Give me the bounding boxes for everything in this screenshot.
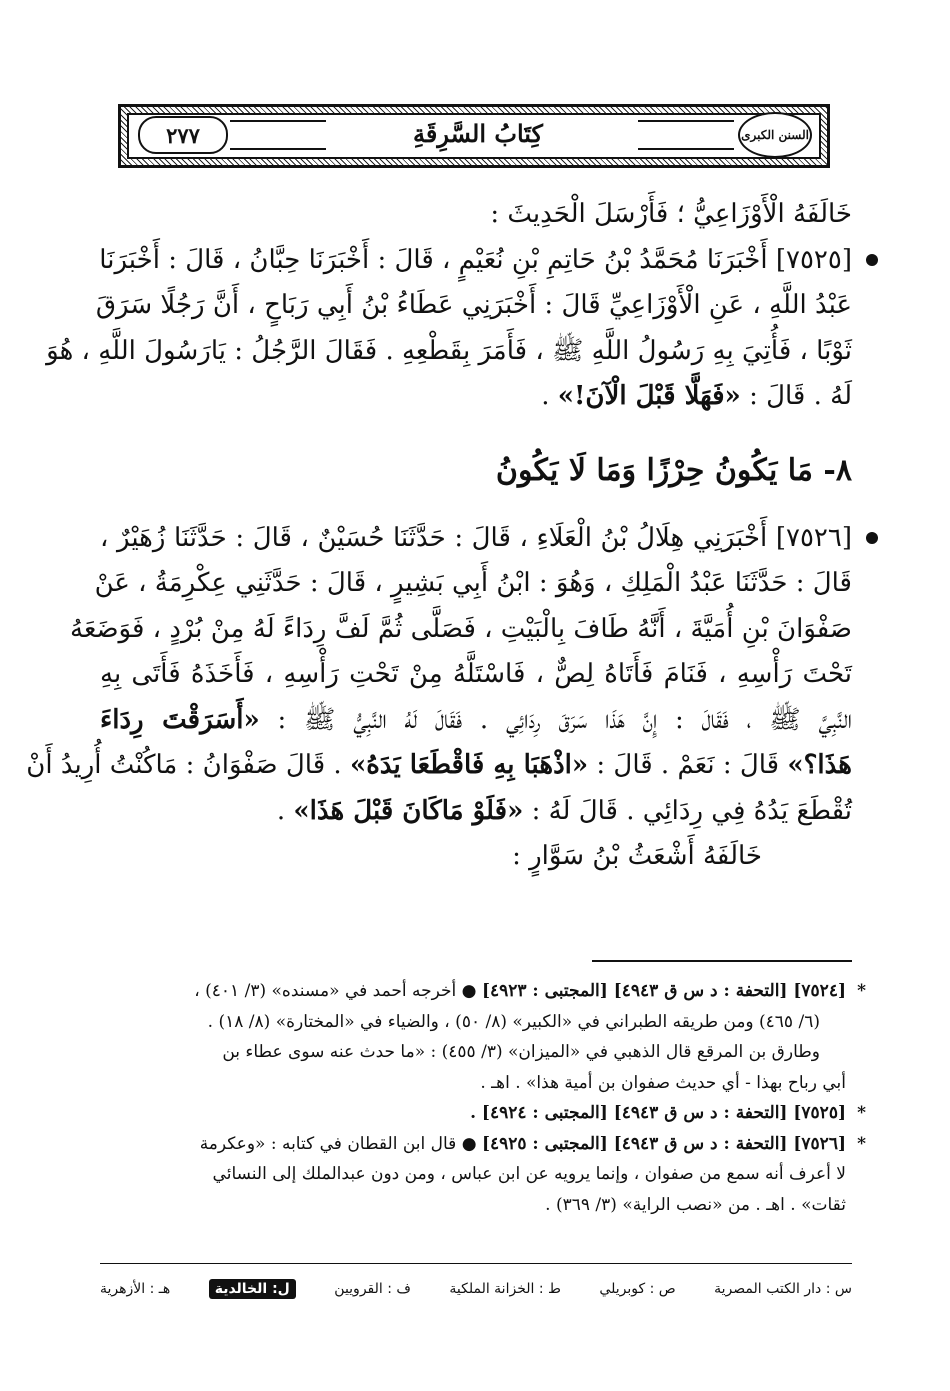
- footnote-ref: [٧٥٢٦] [التحفة : د س ق ٤٩٤٣] [المجتبى : ٤٩٢٥]: [481, 1133, 846, 1154]
- hadith-line: [٧٥٢٥] أَخْبَرَنَا مُحَمَّدُ بْنُ حَاتِمِ بْنِ نُعَيْمٍ ، قَالَ : أَخْبَرَنَا حِبَّانُ ، قَالَ : أَخْبَرَنَا: [99, 244, 852, 275]
- main-text: [26, 192, 852, 880]
- siglum: ص : كوبريلي: [599, 1281, 676, 1297]
- footnote-7524: * [٧٥٢٤] [التحفة : د س ق ٤٩٤٣] [المجتبى : ٤٩٢٣] ● أخرجه أحمد في «مسنده» (٣/ ٤٠١) ، (٦/ ٤٦٥) ومن طريقه الطبراني في «الكبير» (٨/ ٥٠) ، والضياء في «المختارة» (٨/ ١٨) . وطارق بن المرقع قال الذهبي في «الميزان» (٣/ ٤٥٥) : «ما حدث عنه سوى عطاء بن أبي رباح بهذا - أي حديث صفوان بن أمية هذا» . اهـ .: [100, 976, 852, 1098]
- hadith-number: [٧٥٢٥]: [775, 244, 852, 275]
- manuscript-sigla: [100, 1274, 852, 1304]
- siglum: ط : الخزانة الملكية: [449, 1281, 561, 1297]
- hadith-line: [٧٥٢٦] أَخْبَرَنِي هِلَالُ بْنُ الْعَلَاءِ ، قَالَ : حَدَّثَنَا حُسَيْنٌ ، قَالَ : حَدَّثَنَا زُهَيْرٌ ،: [100, 522, 852, 553]
- footnote-ref: [٧٥٢٥] [التحفة : د س ق ٤٩٤٣] [المجتبى : ٤٩٢٤] .: [470, 1103, 846, 1123]
- hadith-line: ثَوْبًا ، فَأُتِيَ بِهِ رَسُولُ اللَّهِ ﷺ ، فَأَمَرَ بِقَطْعِهِ . فَقَالَ الرَّجُلُ : يَارَسُولَ اللَّهِ ، هُوَ: [46, 335, 852, 366]
- book-title: كِتَابُ السَّرِقَةِ: [413, 118, 543, 148]
- bullet-icon: [866, 254, 878, 266]
- hadith-line: تُقْطَعَ يَدُهُ فِي رِدَائِي . قَالَ لَهُ : «فَلَوْ مَاكَانَ قَبْلَ هَذَا» .: [276, 795, 852, 826]
- hadith-line: صَفْوَانَ بْنِ أُمَيَّةَ ، أَنَّهُ طَافَ بِالْبَيْتِ ، فَصَلَّى ثُمَّ لَفَّ رِدَاءً لَهُ مِنْ بُرْدٍ ، فَوَضَعَهُ: [70, 613, 852, 644]
- prophet-saying: «اذْهَبَا بِهِ فَاقْطَعَا يَدَهُ»: [349, 750, 589, 780]
- footnote-7526: * [٧٥٢٦] [التحفة : د س ق ٤٩٤٣] [المجتبى : ٤٩٢٥] ● قال ابن القطان في كتابه : «وعكرمة لا أعرف أنه سمع من صفوان ، وإنما يرويه عن ابن عباس ، ومن دون عبدالملك إلى النسائي ثقات» . اهـ . من «نصب الراية» (٣/ ٣٦٩) .: [100, 1129, 852, 1221]
- page-number: ٢٧٧: [138, 116, 228, 154]
- prophet-saying: هَذَا؟»: [787, 750, 852, 780]
- hadith-line: تَحْتَ رَأْسِهِ ، فَنَامَ فَأَتَاهُ لِصٌّ ، فَاسْتَلَّهُ مِنْ تَحْتِ رَأْسِهِ ، فَأَخَذَهُ فَأَتَى بِهِ: [100, 659, 852, 689]
- footnote-ref: [٧٥٢٤] [التحفة : د س ق ٤٩٤٣] [المجتبى : ٤٩٢٣]: [481, 981, 846, 1001]
- prophet-saying: «أَسَرَقْتَ رِدَاءَ: [100, 704, 260, 735]
- section-title: ٨- مَا يَكُونُ حِرْزًا وَمَا لَا يَكُونُ: [495, 452, 852, 488]
- intro-line-1: خَالَفَهُ الْأَوْزَاعِيُّ ؛ فَأَرْسَلَ الْحَدِيثَ :: [490, 199, 852, 229]
- header-ornament-right: [638, 120, 734, 150]
- hadith-line: النَّبِيَّ ﷺ ، فَقَالَ : إِنَّ هَذَا سَرَقَ رِدَائِي . فَقَالَ لَهُ النَّبِيُّ ﷺ : «أَسَرَقْتَ رِدَاءَ: [100, 704, 852, 735]
- siglum: هـ : الأزهرية: [100, 1281, 171, 1297]
- header-ornament-left: [230, 120, 326, 150]
- hadith-7526: [26, 516, 852, 835]
- star-icon: *: [857, 1103, 866, 1123]
- hadith-line: لَهُ . قَالَ : «فَهَلَّا قَبْلَ الْآنَ!» .: [541, 381, 852, 411]
- hadith-line: هَذَا؟» قَالَ : نَعَمْ . قَالَ : «اذْهَبَا بِهِ فَاقْطَعَا يَدَهُ» . قَالَ صَفْوَانُ : مَاكُنْتُ أُرِيدُ أَنْ: [26, 750, 852, 780]
- intro-line-2: خَالَفَهُ أَشْعَثُ بْنُ سَوَّارٍ :: [512, 841, 762, 871]
- book-emblem: السنن الكبرى: [738, 112, 812, 158]
- bullet-icon: [866, 532, 878, 544]
- sigla-divider: [100, 1263, 852, 1264]
- prophet-saying: «فَهَلَّا قَبْلَ الْآنَ!»: [557, 381, 741, 411]
- footnote-7525: [100, 1098, 866, 1129]
- hadith-line: عَبْدُ اللَّهِ ، عَنِ الْأَوْزَاعِيِّ قَالَ : أَخْبَرَنِي عَطَاءُ بْنُ أَبِي رَبَاحٍ ، أَنَّ رَجُلًا سَرَقَ: [95, 290, 852, 320]
- hadith-7525: [46, 238, 852, 420]
- prophet-saying: «فَلَوْ مَاكَانَ قَبْلَ هَذَا»: [293, 795, 524, 826]
- star-icon: *: [857, 981, 866, 1001]
- hadith-line: قَالَ : حَدَّثَنَا عَبْدُ الْمَلِكِ ، وَهُوَ : ابْنُ أَبِي بَشِيرٍ ، قَالَ : حَدَّثَنِي عِكْرِمَةُ ، عَنْ: [94, 568, 852, 598]
- siglum-highlighted: ل: الخالدية: [209, 1279, 296, 1299]
- footnote-divider: [592, 960, 852, 962]
- siglum: ف : القرويين: [334, 1281, 411, 1297]
- star-icon: *: [857, 1133, 866, 1154]
- siglum: س : دار الكتب المصرية: [714, 1281, 852, 1297]
- page-header: [118, 104, 830, 168]
- hadith-number: [٧٥٢٦]: [775, 522, 852, 553]
- footnotes: [100, 976, 866, 1220]
